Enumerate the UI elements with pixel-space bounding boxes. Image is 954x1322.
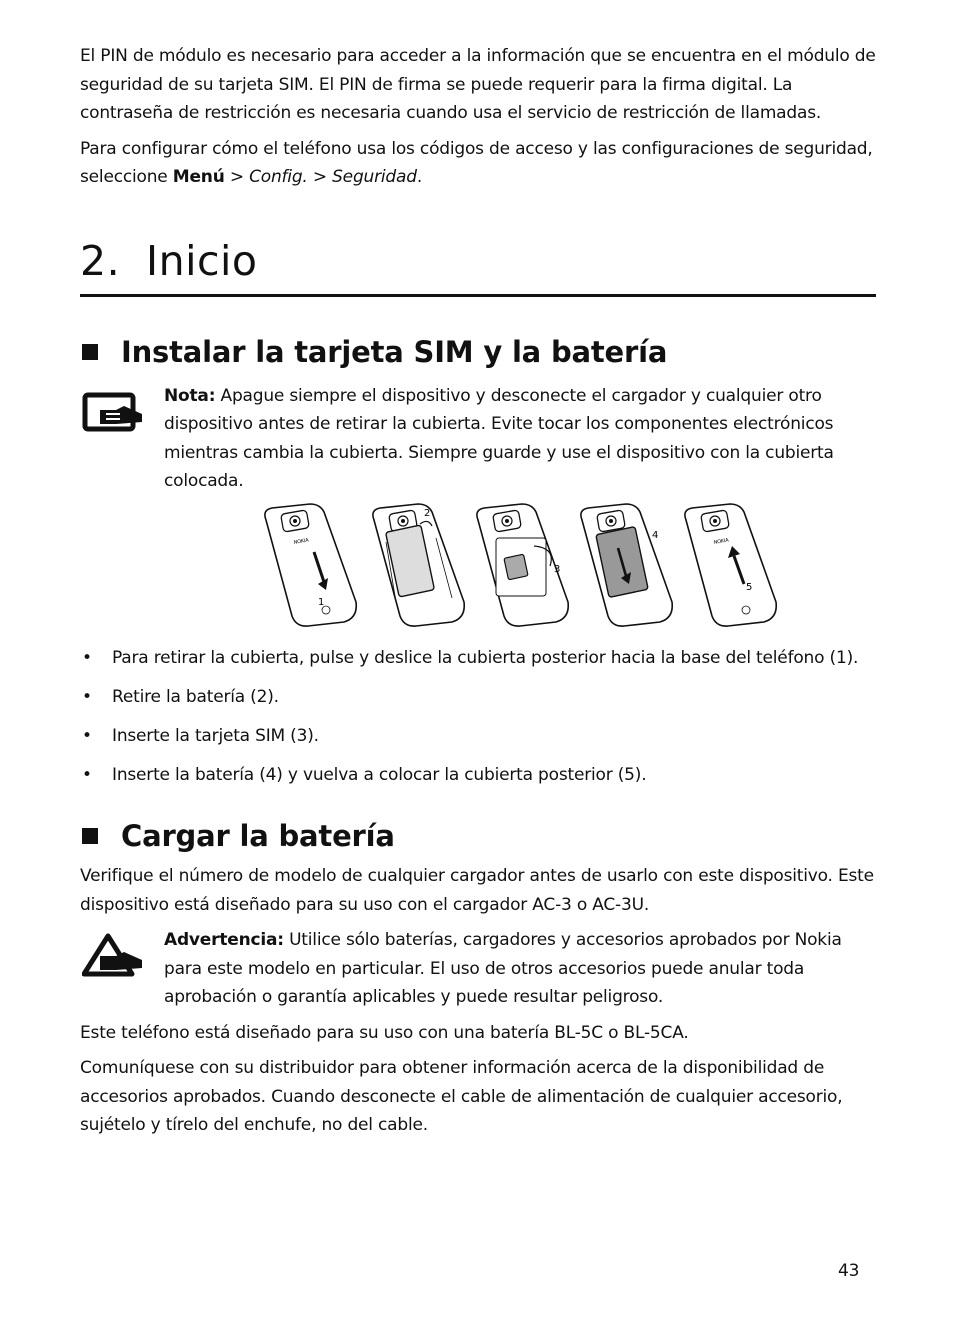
step-label-4: 4 — [652, 529, 659, 541]
step-label-1: 1 — [318, 596, 325, 608]
section-heading-sim — [80, 333, 876, 371]
chapter-heading — [80, 236, 876, 288]
note-hand-icon — [82, 392, 144, 434]
nokia-logo-text: NOKIA — [293, 536, 309, 546]
intro-paragraph-1: El PIN de módulo es necesario para acceder a la información que se encuentra en el módulo de seguridad de su tarjeta SIM. El PIN de firma se puede requerir para la firma digital. La contraseña de restricción es necesaria cuando usa el servicio de restricción de llamadas. — [80, 46, 876, 123]
note-label: Nota: — [164, 385, 216, 406]
section-title-charge: Cargar la batería — [121, 819, 395, 853]
intro-p2-end: . — [416, 167, 423, 187]
step-5-phone — [685, 504, 776, 626]
bullet-point: • — [82, 686, 92, 707]
warning-label: Advertencia: — [164, 930, 284, 950]
step-label-5: 5 — [746, 581, 753, 593]
section-square-icon — [82, 344, 98, 360]
config-keyword: Config. — [249, 167, 308, 187]
chapter-title: Inicio — [146, 236, 258, 285]
path-separator: > — [224, 167, 250, 187]
bullet-point: • — [82, 725, 92, 746]
list-item — [80, 683, 876, 712]
step-label-3: 3 — [554, 563, 561, 575]
section-heading-charge — [80, 817, 876, 855]
sim-steps-list — [80, 644, 876, 790]
list-item — [80, 644, 876, 673]
note-block — [80, 382, 876, 496]
page-number: 43 — [838, 1261, 860, 1281]
list-item-text: Retire la batería (2). — [112, 686, 279, 707]
list-item — [80, 761, 876, 790]
nokia-logo-text: NOKIA — [713, 536, 729, 546]
step-4-phone — [581, 504, 672, 626]
list-item-text: Inserte la batería (4) y vuelva a colocar la cubierta posterior (5). — [112, 764, 647, 785]
step-3-phone — [477, 504, 568, 626]
menu-keyword: Menú — [172, 167, 225, 187]
step-label-2: 2 — [424, 507, 431, 519]
warning-hand-icon — [82, 932, 144, 978]
step-1-phone — [265, 504, 356, 626]
bullet-point: • — [82, 764, 92, 785]
page-content — [80, 42, 876, 1147]
intro-p2-prefix: Para configurar cómo el teléfono usa los códigos de acceso y las configuraciones de seguridad, seleccione — [80, 138, 873, 187]
phone-steps-illustration — [258, 502, 788, 628]
note-body: Apague siempre el dispositivo y desconecte el cargador y cualquier otro dispositivo antes de retirar la cubierta. Evite tocar los componentes electrónicos mientras cambia la cubierta. Siempre guarde y use el dispositivo con la cubierta colocada. — [164, 385, 834, 491]
list-item — [80, 722, 876, 751]
phone-assembly-figure — [258, 502, 788, 628]
bullet-point: • — [82, 647, 92, 668]
path-separator: > — [307, 167, 333, 187]
security-keyword: Seguridad — [332, 167, 417, 187]
intro-paragraph-2 — [80, 135, 876, 192]
list-item-text: Inserte la tarjeta SIM (3). — [112, 725, 319, 746]
section-title-sim: Instalar la tarjeta SIM y la batería — [121, 334, 668, 369]
step-2-phone — [373, 504, 464, 626]
chapter-rule — [80, 294, 876, 297]
note-text — [164, 382, 876, 496]
section-square-icon — [82, 828, 98, 844]
warning-text — [164, 926, 876, 1012]
accessories-paragraph: Comuníquese con su distribuidor para obtener información acerca de la disponibilidad de accesorios aprobados. Cuando desconecte el cable de alimentación de cualquier accesorio, sujételo y tírelo del enchufe, no del cable. — [80, 1058, 843, 1135]
warning-body: Utilice sólo baterías, cargadores y accesorios aprobados por Nokia para este modelo en particular. El uso de otros accesorios puede anular toda aprobación o garantía aplicables y puede resultar peligroso. — [164, 930, 842, 1007]
charger-paragraph: Verifique el número de modelo de cualquier cargador antes de usarlo con este dispositivo. Este dispositivo está diseñado para su uso con el cargador AC-3 o AC-3U. — [80, 866, 874, 915]
list-item-text: Para retirar la cubierta, pulse y deslice la cubierta posterior hacia la base del teléfono (1). — [112, 647, 859, 668]
chapter-number: 2. — [80, 236, 121, 285]
warning-block — [80, 926, 876, 1012]
battery-model-paragraph: Este teléfono está diseñado para su uso con una batería BL-5C o BL-5CA. — [80, 1022, 689, 1043]
